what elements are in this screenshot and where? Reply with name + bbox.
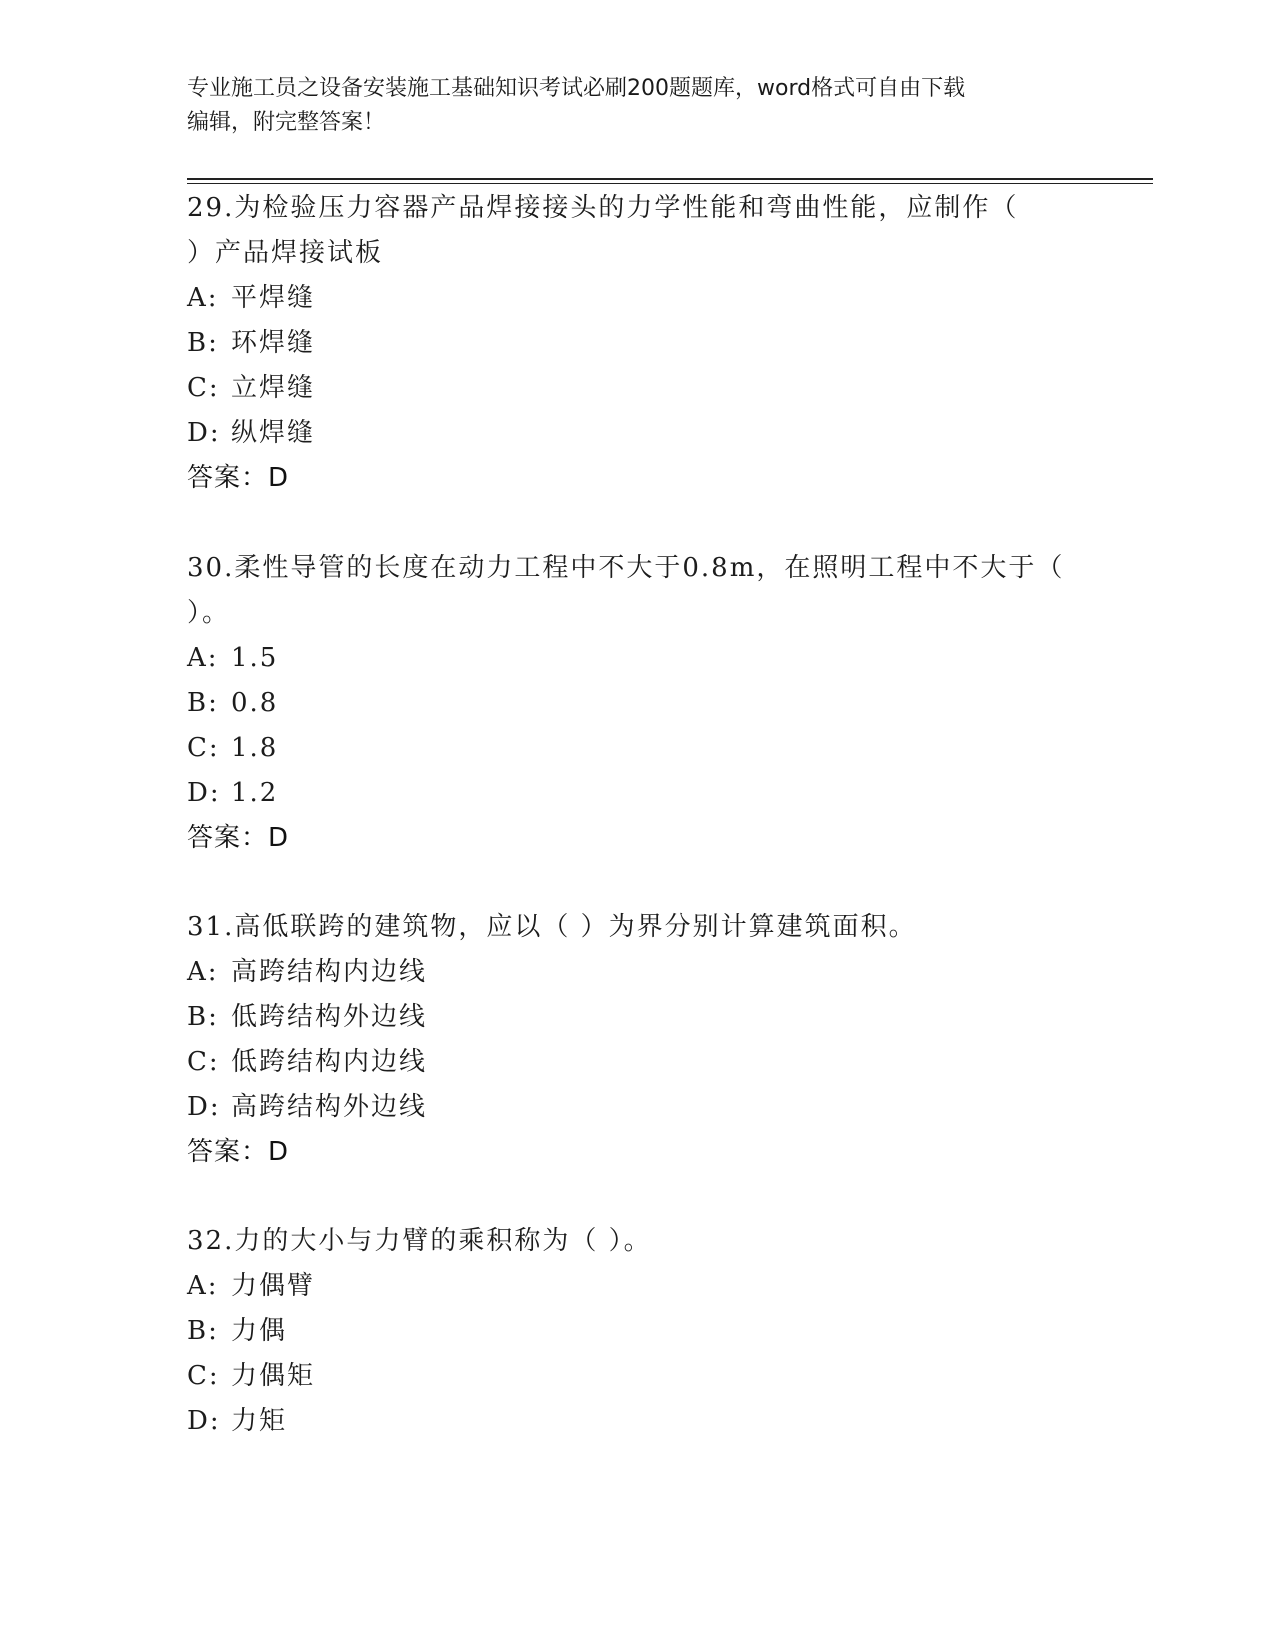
answer-line: 答案：D	[187, 1137, 290, 1167]
option-key: A:	[187, 643, 219, 673]
option-b	[187, 995, 1087, 1040]
option-b	[187, 1309, 1087, 1354]
question-text-line-1: 31.高低联跨的建筑物，应以（ ）为界分别计算建筑面积。	[187, 912, 917, 942]
option-text: 0.8	[231, 688, 279, 718]
document-header	[187, 72, 1067, 140]
option-key: C:	[187, 1361, 220, 1391]
option-a	[187, 276, 1087, 321]
question-text-line-1: 30.柔性导管的长度在动力工程中不大于0.8m，在照明工程中不大于（	[187, 553, 1065, 583]
option-key: D:	[187, 778, 221, 808]
header-divider-thin	[187, 183, 1153, 184]
question-text-line-1: 29.为检验压力容器产品焊接接头的力学性能和弯曲性能，应制作（	[187, 193, 1019, 223]
option-key: D:	[187, 1092, 221, 1122]
option-a	[187, 636, 1087, 681]
question-text-line-1: 32.力的大小与力臂的乘积称为（ ）。	[187, 1226, 652, 1256]
option-text: 1.2	[231, 778, 279, 808]
option-key: B:	[187, 688, 219, 718]
question-30	[187, 546, 1087, 861]
option-key: A:	[187, 283, 219, 313]
option-c	[187, 1354, 1087, 1399]
option-key: B:	[187, 328, 219, 358]
option-b	[187, 681, 1087, 726]
option-c	[187, 366, 1087, 411]
option-d	[187, 1399, 1087, 1444]
option-key: C:	[187, 373, 220, 403]
option-text: 力矩	[231, 1406, 288, 1436]
option-key: A:	[187, 957, 219, 987]
option-d	[187, 411, 1087, 456]
option-key: B:	[187, 1316, 219, 1346]
question-32	[187, 1219, 1087, 1444]
option-text: 低跨结构外边线	[231, 1002, 428, 1032]
option-key: D:	[187, 418, 221, 448]
header-line-1: 专业施工员之设备安装施工基础知识考试必刷200题题库，word格式可自由下载	[187, 76, 966, 101]
option-d	[187, 771, 1087, 816]
option-text: 立焊缝	[231, 373, 316, 403]
option-text: 高跨结构外边线	[231, 1092, 428, 1122]
option-text: 低跨结构内边线	[231, 1047, 428, 1077]
question-31	[187, 905, 1087, 1175]
option-key: B:	[187, 1002, 219, 1032]
option-text: 力偶	[231, 1316, 288, 1346]
question-29	[187, 186, 1087, 501]
option-text: 高跨结构内边线	[231, 957, 428, 987]
question-text-line-2: ）。	[187, 598, 231, 628]
option-d	[187, 1085, 1087, 1130]
option-c	[187, 1040, 1087, 1085]
header-divider-thick	[187, 178, 1153, 180]
option-text: 平焊缝	[231, 283, 316, 313]
option-text: 纵焊缝	[231, 418, 316, 448]
option-key: C:	[187, 733, 220, 763]
option-text: 力偶矩	[231, 1361, 316, 1391]
option-text: 1.5	[231, 643, 279, 673]
answer-line: 答案：D	[187, 463, 290, 493]
option-text: 力偶臂	[231, 1271, 316, 1301]
option-key: A:	[187, 1271, 219, 1301]
question-text-line-2: ）产品焊接试板	[187, 238, 384, 268]
option-b	[187, 321, 1087, 366]
option-text: 环焊缝	[231, 328, 316, 358]
header-line-2: 编辑，附完整答案！	[187, 110, 386, 135]
option-key: D:	[187, 1406, 221, 1436]
option-key: C:	[187, 1047, 220, 1077]
answer-line: 答案：D	[187, 823, 290, 853]
option-text: 1.8	[231, 733, 279, 763]
option-a	[187, 950, 1087, 995]
option-a	[187, 1264, 1087, 1309]
option-c	[187, 726, 1087, 771]
